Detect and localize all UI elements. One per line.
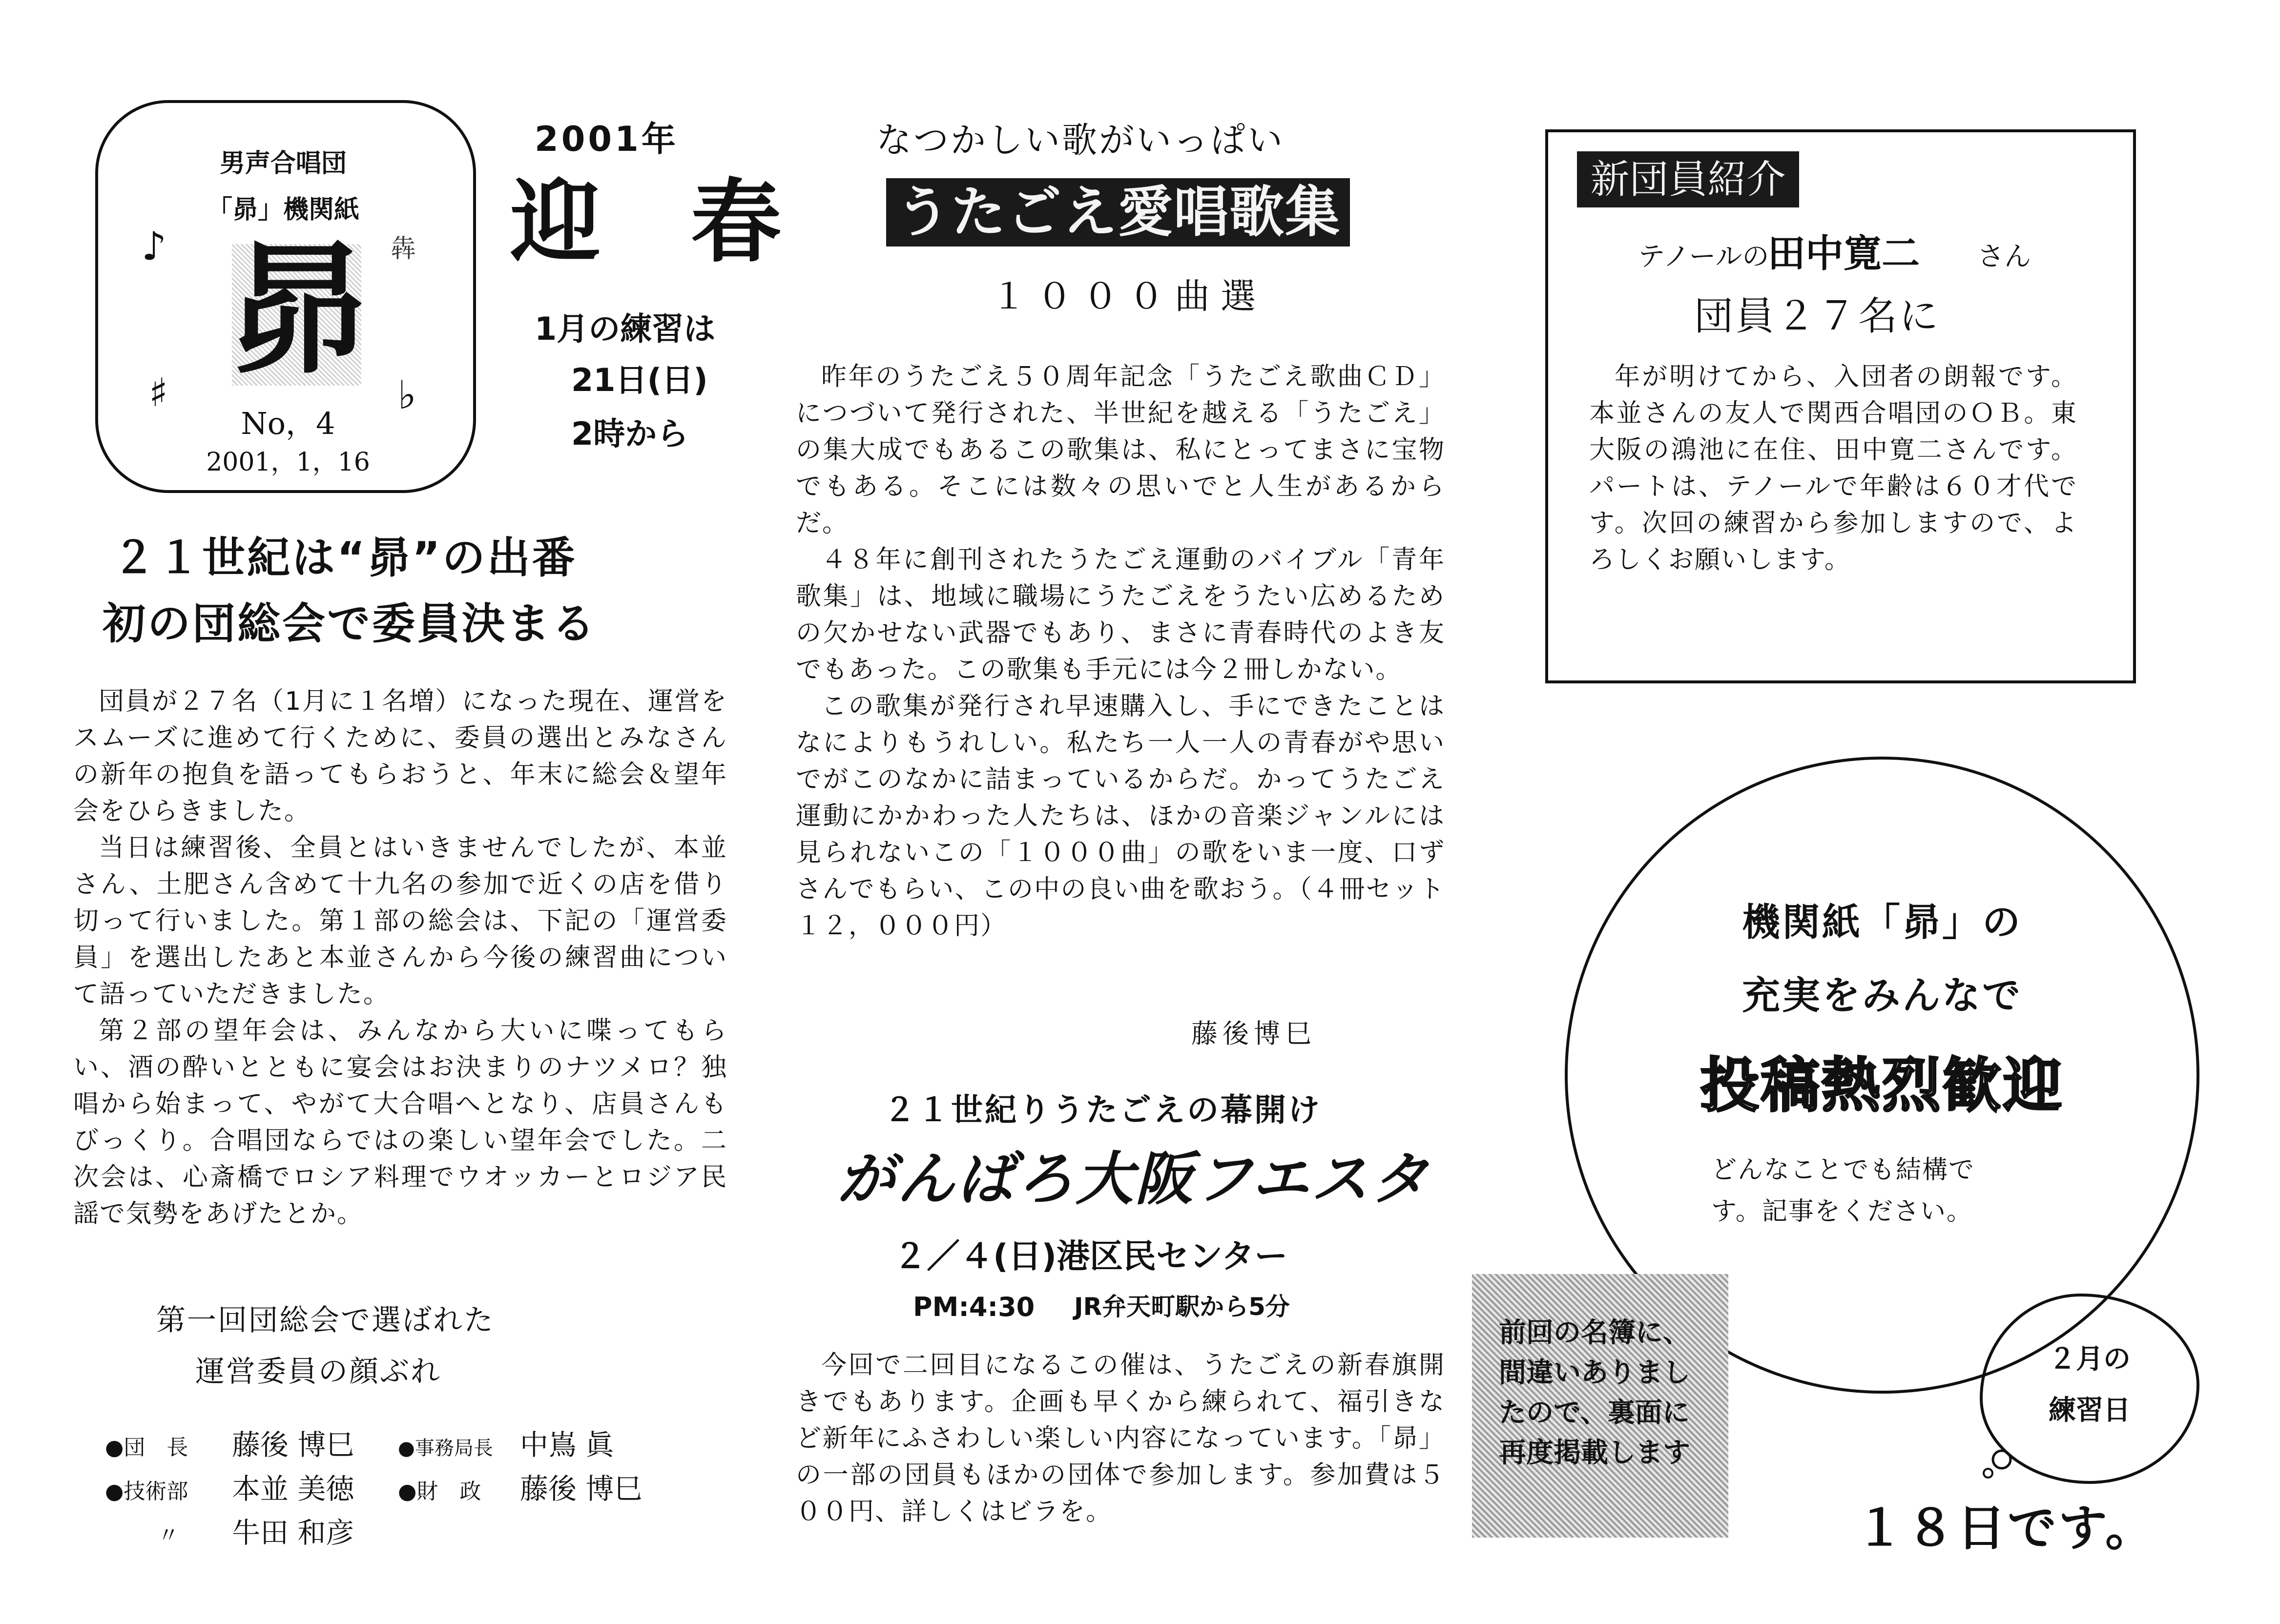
committee-name: 中嶌 眞 — [520, 1428, 614, 1461]
call-line-5: す。記事をください。 — [1711, 1197, 1973, 1226]
new-member-honorific: さん — [1977, 241, 2031, 272]
committee-row — [105, 1425, 740, 1468]
cloud-line-2: 練習日 — [2049, 1395, 2131, 1426]
festa-title: がんばろ大阪フエスタ — [837, 1145, 1430, 1213]
new-member-label: 新団員紹介 — [1577, 151, 1799, 207]
lead-article-body — [73, 683, 727, 1233]
committee-row — [105, 1469, 740, 1511]
festa-kicker: ２１世紀りうたごえの幕開け — [884, 1092, 1322, 1129]
call-line-4: どんなことでも結構で — [1711, 1155, 1975, 1185]
sharp-icon: ♯ — [149, 370, 168, 415]
member-count: 団員２７名に — [1694, 293, 1940, 339]
practice-line-2: 21日(日) — [571, 362, 708, 399]
festa-date-place: ２／４(日)港区民センター — [893, 1237, 1288, 1276]
festa-time: PM:4:30 — [913, 1292, 1035, 1322]
committee-row — [105, 1513, 740, 1555]
practice-line-1: 1月の練習は — [535, 311, 716, 348]
committee-name: 藤後 博巳 — [520, 1472, 643, 1505]
committee-name: 藤後 博巳 — [232, 1428, 354, 1461]
songbook-kicker: なつかしい歌がいっぱい — [876, 120, 1285, 161]
songbook-paragraph: この歌集が発行され早速購入し、手にできたことはなによりもうれしい。私たち一人一人の青春がや思いでがこのなかに詰まっているからだ。かってうたごえ運動にかかわった人たちは、ほかの音楽ジャンルには見られないこの「１０００曲」の歌をいま一度、口ずさんでもらい、この中の良い曲を歌おう。（４冊セット １２，０００円） — [796, 692, 1472, 941]
committee-title-2: 運営委員の顔ぶれ — [195, 1355, 441, 1389]
songbook-author: 藤後博巳 — [1191, 1018, 1316, 1049]
practice-line-3: 2時から — [571, 416, 689, 452]
masthead-org: 男声合唱団 — [219, 149, 347, 178]
year-label: 2001年 — [535, 119, 679, 159]
logo-subaru: 昴 — [227, 227, 369, 393]
songbook-paragraph: ４８年に創刊されたうたごえ運動のバイブル「青年歌集」は、地域に職場にうたごえをうたい広めるための欠かせない武器でもあり、まさに青春時代のよき友でもあった。この歌集も手元には今２冊しかない。 — [796, 545, 1445, 684]
lead-paragraph: 第２部の望年会は、みんなから大いに喋ってもらい、酒の酔いとともに宴会はお決まりのナツメロ？独唱から始まって、やがて大合唱へとなり、店員さんもびっくり。合唱団ならではの楽しい望年会でした。二次会は、心斎橋でロシア料理でウオッカーとロジア民謡で気勢をあげたとか。 — [73, 1016, 727, 1229]
call-line-1: 機関紙「昴」の — [1741, 901, 2022, 945]
songbook-title: うたごえ愛唱歌集 — [886, 178, 1350, 247]
festa-body — [796, 1347, 1445, 1530]
lead-paragraph: 団員が２７名（1月に１名増）になった現在、運営をスムーズに進めて行くために、委員の選出とみなさんの新年の抱負を語ってもらおうと、年末に総会＆望年会をひらきました。 — [73, 687, 727, 826]
issue-number: No，4 — [241, 406, 335, 441]
lead-headline-2: 初の団総会で委員決まる — [103, 598, 597, 649]
stamp-mark: 犇 — [391, 234, 416, 264]
new-member-paragraph: 年が明けてから、入団者の朗報です。本並さんの友人で関西合唱団のＯＢ。東大阪の鴻池に在住、田中寛二さんです。パートは、テノールで年齢は６０才代です。次回の練習から参加しますので、よろしくお願いします。 — [1589, 362, 2077, 575]
new-member-part: テノールの — [1638, 241, 1769, 272]
music-note-icon: ♪ — [142, 224, 167, 269]
songbook-subtitle: １０００曲選 — [991, 276, 1267, 317]
committee-role: 〃 — [158, 1523, 179, 1548]
cloud-line-1: ２月の — [2049, 1343, 2131, 1375]
festa-access: JR弁天町駅から5分 — [1074, 1293, 1290, 1321]
issue-date: 2001，1，16 — [206, 448, 370, 477]
songbook-paragraph: 昨年のうたごえ５０周年記念「うたごえ歌曲ＣＤ」につづいて発行された、半世紀を越える「うたごえ」の集大成でもあるこの歌集は、私にとってまさに宝物でもある。そこには数々の思いでと人生があるからだ。 — [796, 362, 1445, 538]
committee-role: ●団 長 — [105, 1435, 188, 1460]
committee-role: ●技術部 — [105, 1479, 188, 1504]
committee-title-1: 第一回団総会で選ばれた — [156, 1303, 495, 1337]
committee-name: 本並 美徳 — [232, 1472, 354, 1505]
february-practice-date: １８日です。 — [1855, 1499, 2156, 1557]
committee-role: ●財 政 — [398, 1479, 481, 1504]
cloud-tail-icon — [1982, 1445, 2016, 1479]
new-year-greeting: 迎 春 — [510, 169, 781, 275]
new-member-name: 田中寛二 — [1767, 232, 1920, 276]
flat-icon: ♭ — [398, 372, 416, 418]
call-headline: 投稿熱烈歓迎 — [1700, 1052, 2064, 1120]
masthead-paper-name: 「昴」機関紙 — [207, 195, 359, 225]
committee-role: ●事務局長 — [398, 1437, 493, 1460]
songbook-body — [796, 359, 1472, 945]
lead-headline-1: ２１世紀は“昴”の出番 — [112, 533, 577, 583]
call-line-2: 充実をみんなで — [1741, 974, 2022, 1018]
committee-name: 牛田 和彦 — [232, 1516, 354, 1549]
errata-text: 前回の名簿に、間違いありましたので、裏面に再度掲載します — [1499, 1317, 1690, 1469]
festa-paragraph: 今回で二回目になるこの催は、うたごえの新春旗開きでもあります。企画も早くから練られて、福引きなど新年にふさわしい楽しい内容になっています。「昴」の一部の団員もほかの団体で参加します。参加費は５００円、詳しくはビラを。 — [796, 1351, 1445, 1526]
lead-paragraph: 当日は練習後、全員とはいきませんでしたが、本並さん、土肥さん含めて十九名の参加で近くの店を借り切って行いました。第１部の総会は、下記の「運営委員」を選出したあと本並さんから今後の練習曲について語っていただきました。 — [73, 833, 727, 1009]
new-member-body — [1589, 359, 2077, 578]
